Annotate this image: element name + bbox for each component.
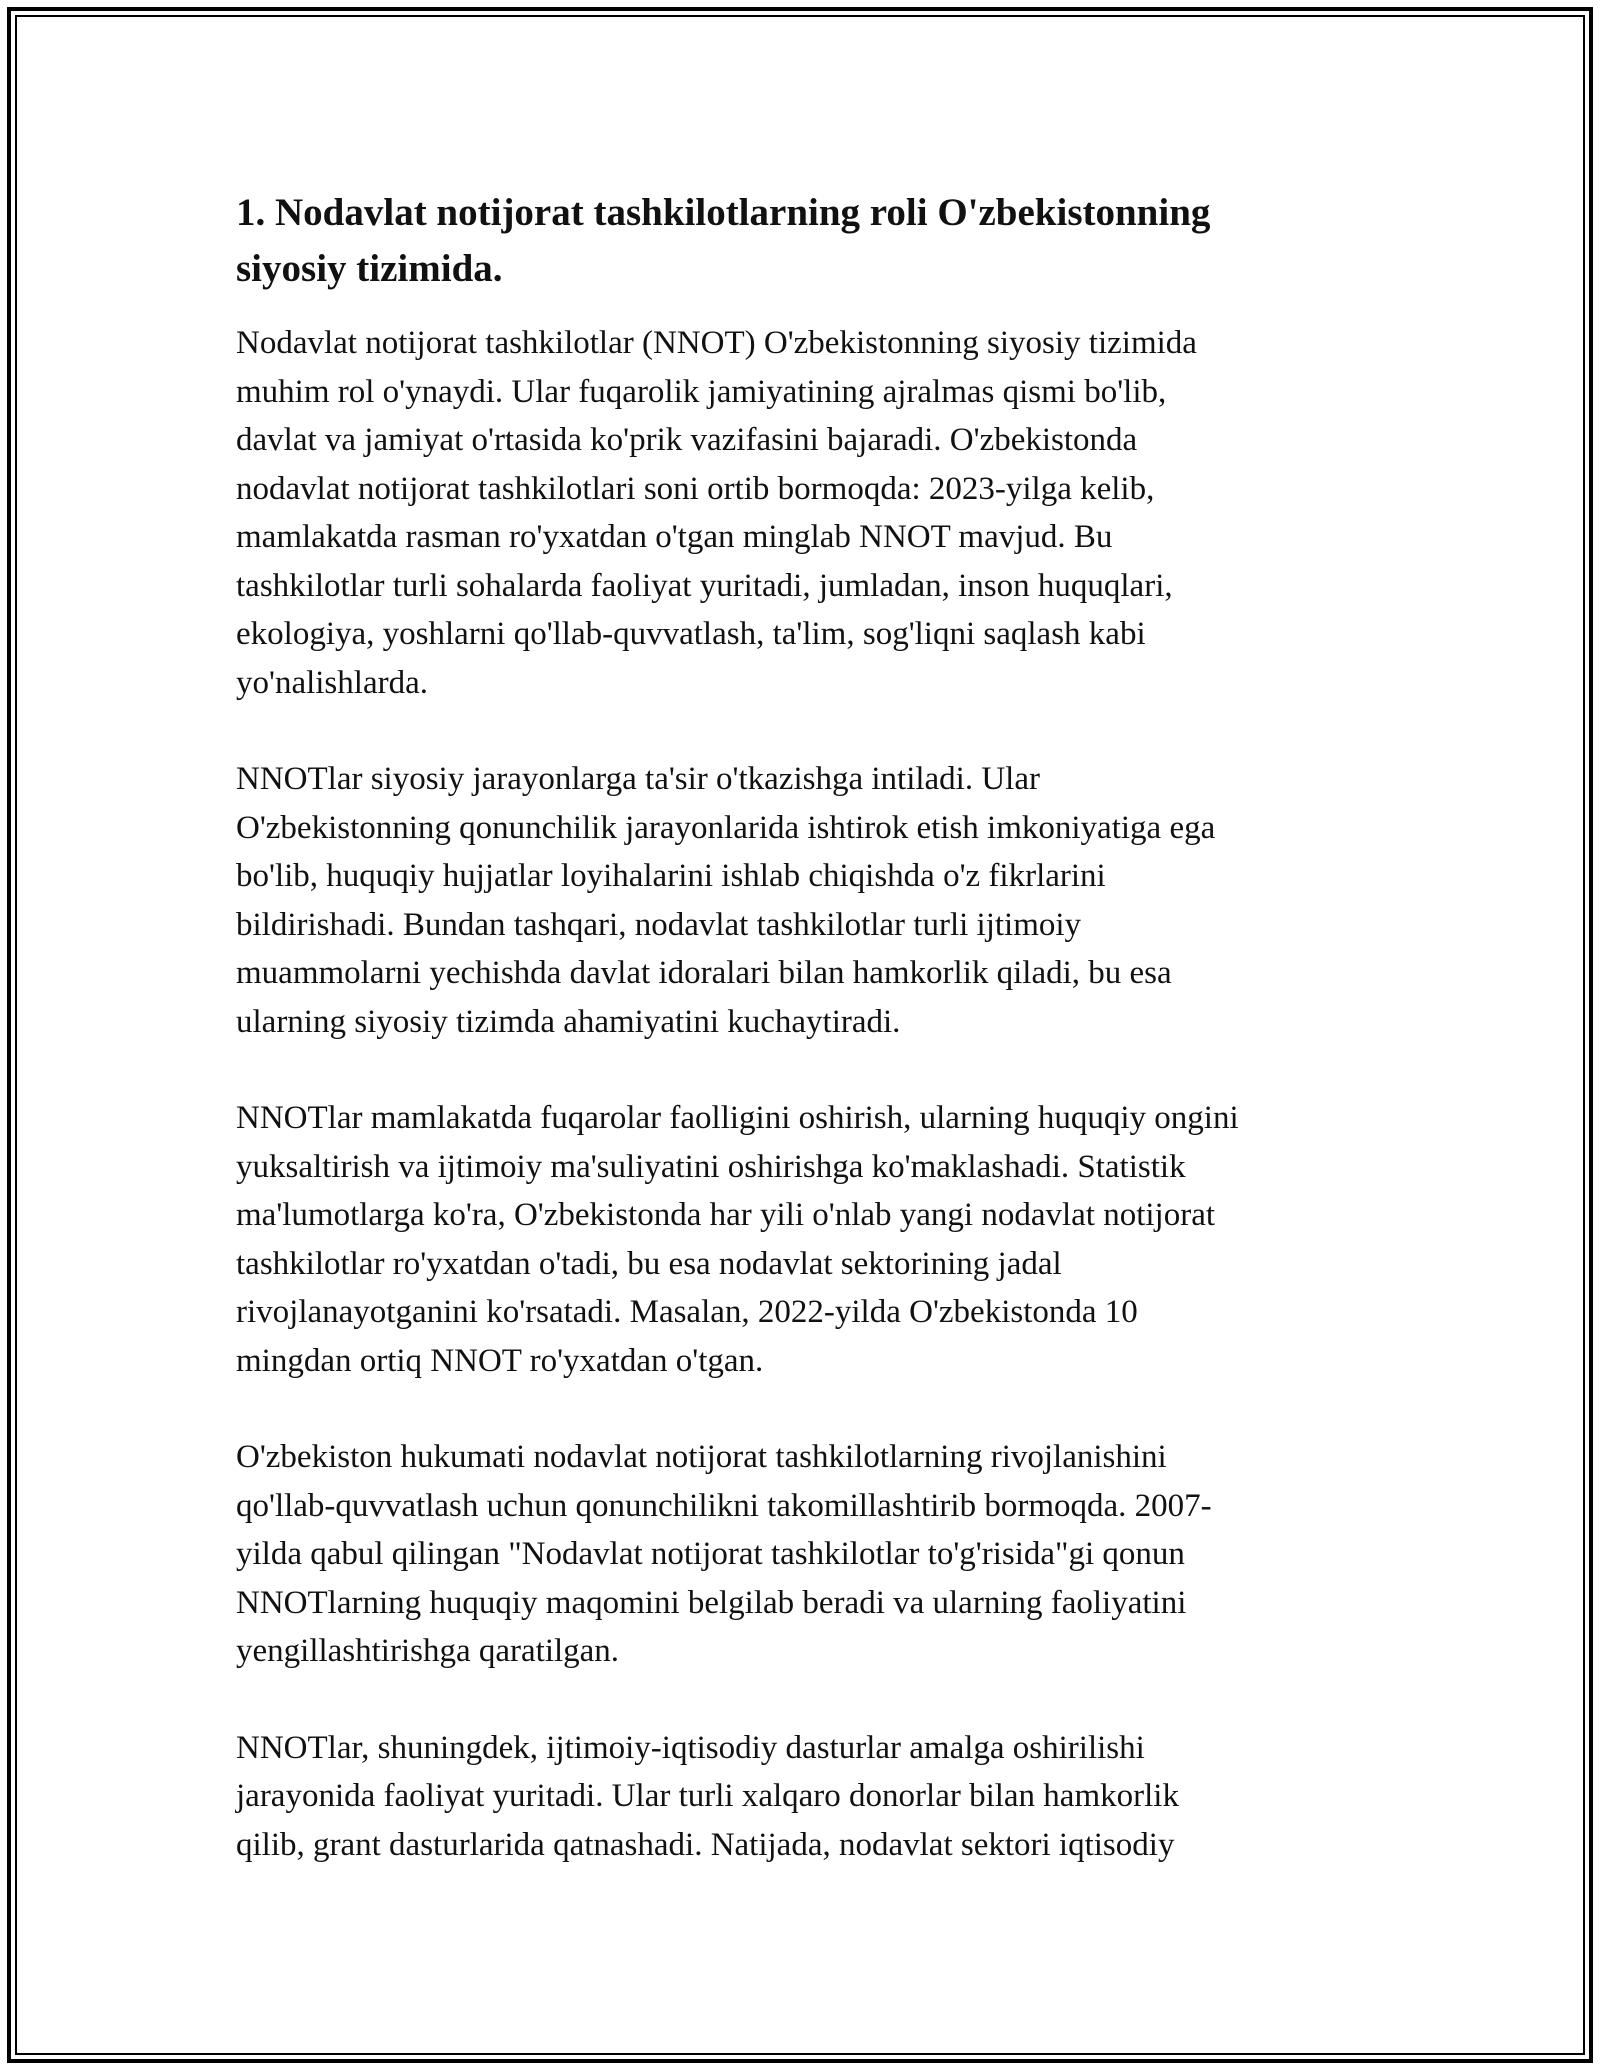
paragraph-line: yengillashtirishga qaratilgan. [236, 1633, 620, 1669]
paragraph-line: yo'nalishlarda. [236, 664, 428, 701]
paragraph [236, 1094, 1366, 1385]
heading-line: siyosiy tizimida. [236, 247, 503, 290]
paragraph-line: NNOTlar mamlakatda fuqarolar faolligini oshirish, ularning huquqiy ongini [236, 1100, 1239, 1136]
paragraph-line: O'zbekistonning qonunchilik jarayonlarida ishtirok etish imkoniyatiga ega [236, 809, 1216, 846]
paragraph-line: jarayonida faoliyat yuritadi. Ular turli xalqaro donorlar bilan hamkorlik [236, 1778, 1179, 1814]
paragraph-line: yuksaltirish va ijtimoiy ma'suliyatini oshirishga ko'maklashadi. Statistik [236, 1148, 1186, 1185]
paragraph [236, 1433, 1366, 1676]
paragraph [236, 755, 1366, 1046]
heading-line: 1. Nodavlat notijorat tashkilotlarning roli O'zbekistonning [236, 191, 1211, 234]
paragraph-list [236, 319, 1366, 1869]
section-heading [236, 185, 1366, 297]
paragraph-line: qilib, grant dasturlarida qatnashadi. Natijada, nodavlat sektori iqtisodiy [236, 1826, 1175, 1863]
paragraph-line: ekologiya, yoshlarni qo'llab-quvvatlash, ta'lim, sog'liqni saqlash kabi [236, 616, 1146, 652]
paragraph-line: ma'lumotlarga ko'ra, O'zbekistonda har yili o'nlab yangi nodavlat notijorat [236, 1197, 1216, 1233]
paragraph-line: NNOTlar, shuningdek, ijtimoiy-iqtisodiy dasturlar amalga oshirilishi [236, 1729, 1145, 1766]
paragraph-line: rivojlanayotganini ko'rsatadi. Masalan, 2022-yilda O'zbekistonda 10 [236, 1294, 1138, 1330]
paragraph-line: mingdan ortiq NNOT ro'yxatdan o'tgan. [236, 1342, 764, 1379]
paragraph-line: yilda qabul qilingan "Nodavlat notijorat tashkilotlar to'g'risida"gi qonun [236, 1536, 1185, 1572]
paragraph-line: tashkilotlar turli sohalarda faoliyat yuritadi, jumladan, inson huquqlari, [236, 567, 1173, 604]
paragraph-line: qo'llab-quvvatlash uchun qonunchilikni takomillashtirib bormoqda. 2007- [236, 1487, 1212, 1524]
paragraph [236, 319, 1366, 707]
paragraph-line: O'zbekiston hukumati nodavlat notijorat tashkilotlarning rivojlanishini [236, 1439, 1167, 1475]
paragraph-line: tashkilotlar ro'yxatdan o'tadi, bu esa nodavlat sektorining jadal [236, 1245, 1062, 1282]
paragraph [236, 1724, 1366, 1870]
paragraph-line: NNOTlarning huquqiy maqomini belgilab beradi va ularning faoliyatini [236, 1584, 1187, 1621]
paragraph-line: muammolarni yechishda davlat idoralari bilan hamkorlik qiladi, bu esa [236, 955, 1172, 991]
paragraph-line: davlat va jamiyat o'rtasida ko'prik vazifasini bajaradi. O'zbekistonda [236, 422, 1138, 458]
paragraph-line: Nodavlat notijorat tashkilotlar (NNOT) O'zbekistonning siyosiy tizimida [236, 325, 1197, 361]
paragraph-line: ularning siyosiy tizimda ahamiyatini kuchaytiradi. [236, 1003, 901, 1040]
paragraph-line: NNOTlar siyosiy jarayonlarga ta'sir o'tkazishga intiladi. Ular [236, 761, 1040, 797]
paragraph-line: mamlakatda rasman ro'yxatdan o'tgan minglab NNOT mavjud. Bu [236, 519, 1113, 555]
paragraph-line: bildirishadi. Bundan tashqari, nodavlat tashkilotlar turli ijtimoiy [236, 906, 1082, 943]
document-body [236, 185, 1366, 1917]
paragraph-line: nodavlat notijorat tashkilotlari soni ortib bormoqda: 2023-yilga kelib, [236, 470, 1155, 507]
paragraph-line: muhim rol o'ynaydi. Ular fuqarolik jamiyatining ajralmas qismi bo'lib, [236, 373, 1167, 410]
paragraph-line: bo'lib, huquqiy hujjatlar loyihalarini ishlab chiqishda o'z fikrlarini [236, 858, 1106, 894]
